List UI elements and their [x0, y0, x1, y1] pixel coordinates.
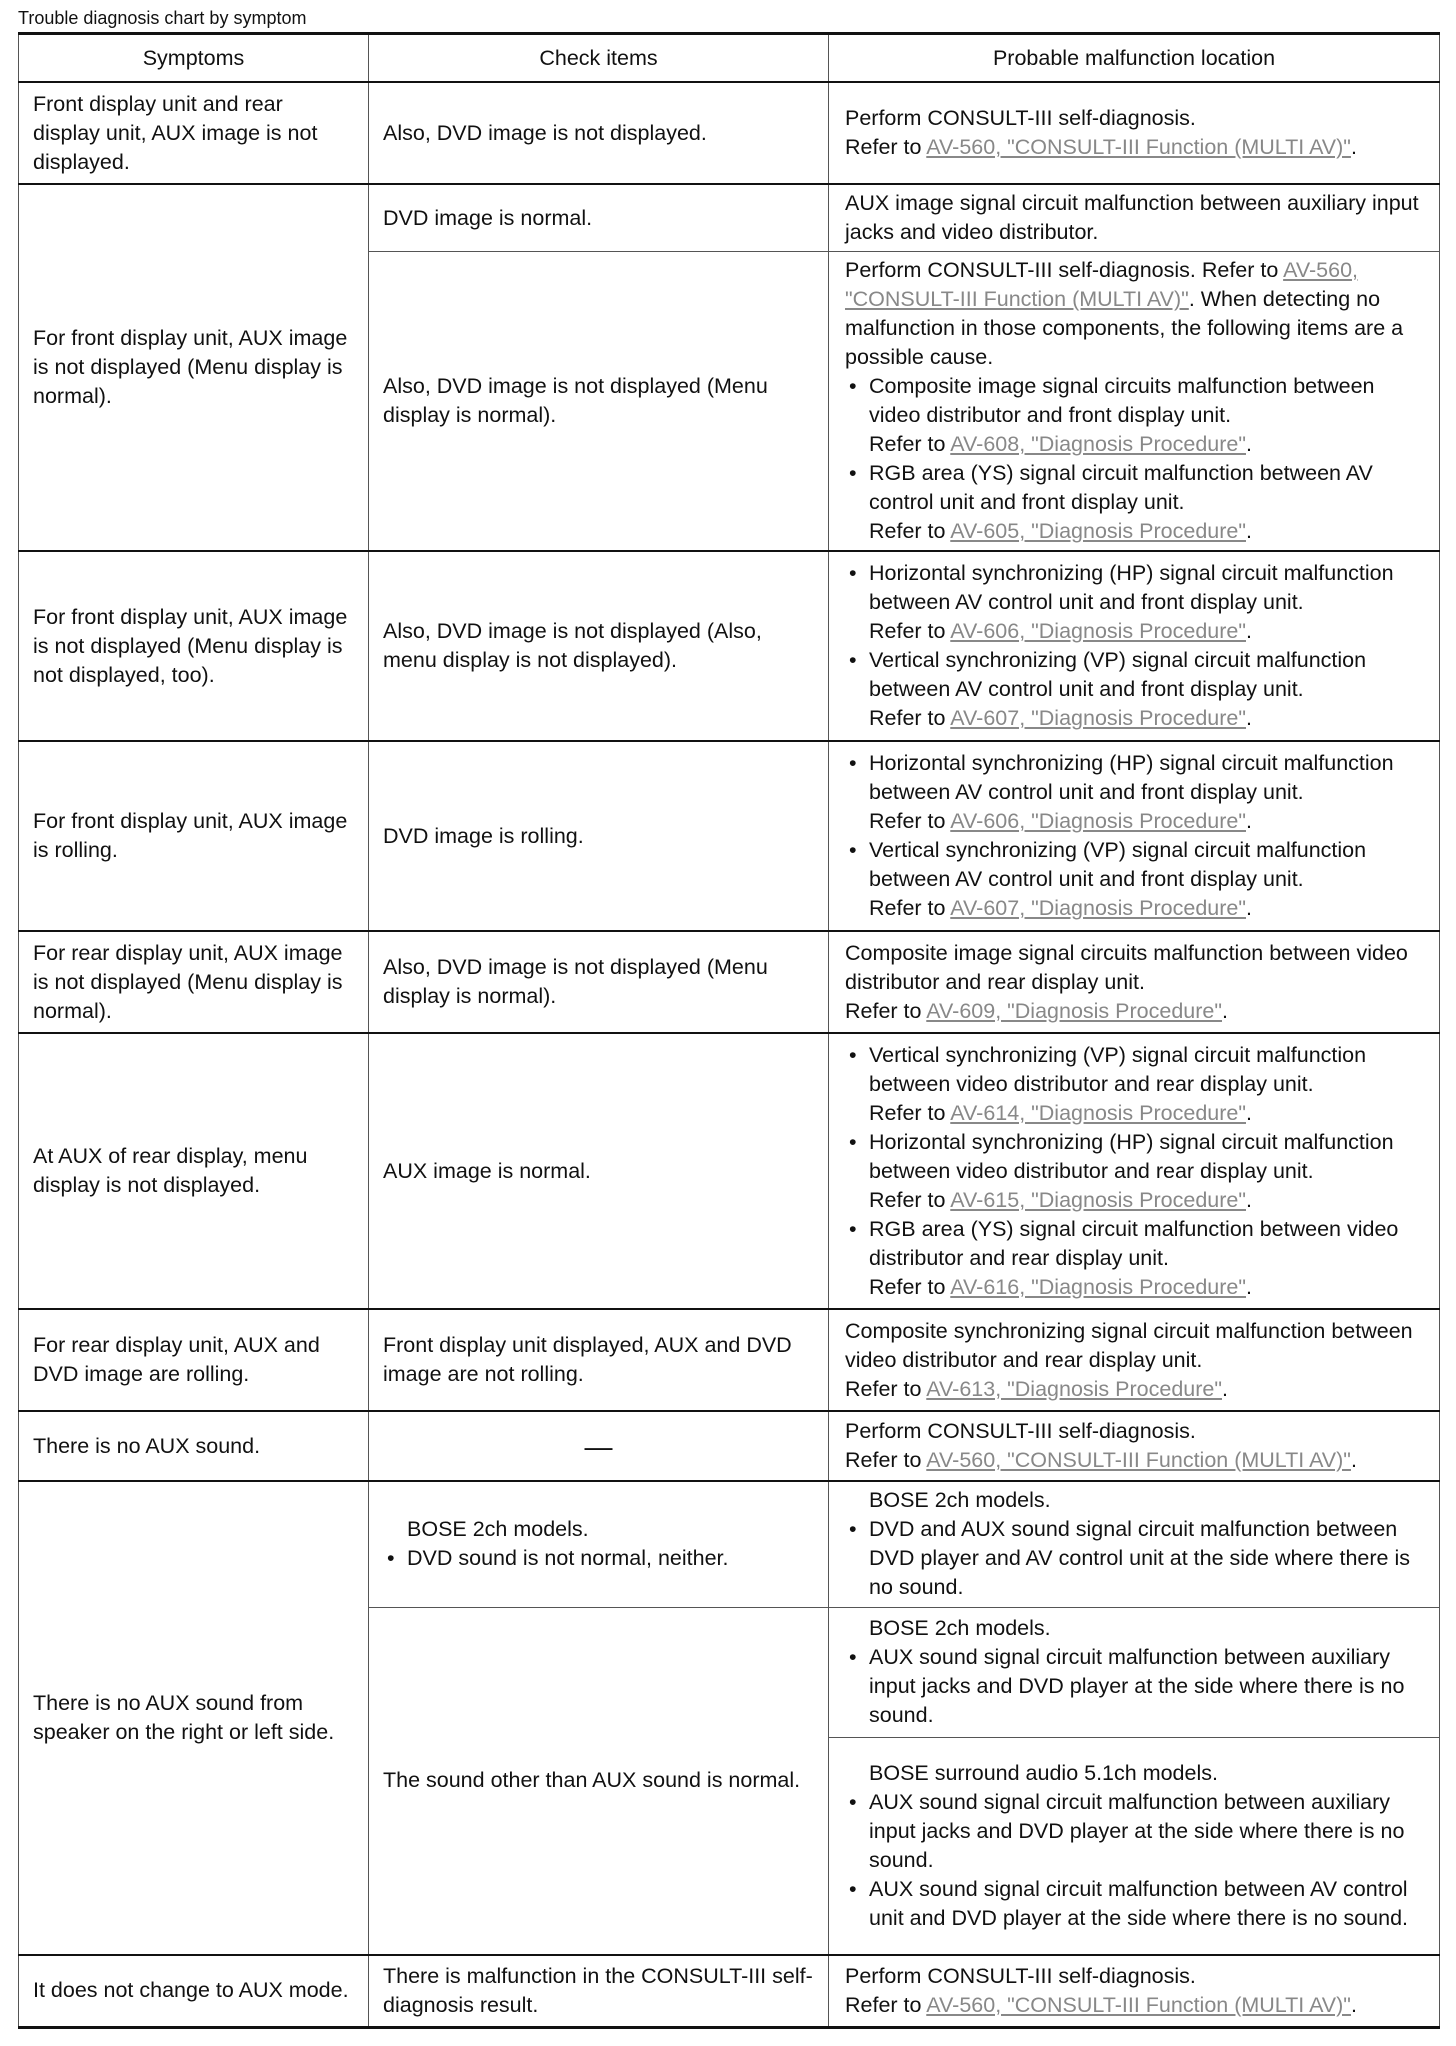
table-row: [19, 82, 1440, 184]
check-cell: AUX image is normal.: [369, 1033, 829, 1309]
table-row: [19, 1033, 1440, 1309]
reference-link[interactable]: AV-560, "CONSULT-III Function (MULTI AV)": [926, 1992, 1351, 2017]
check-cell: Also, DVD image is not displayed.: [369, 82, 829, 184]
list-item: • Vertical synchronizing (VP) signal circuit malfunction between AV control unit and front display unit. Refer to AV-607, "Diagnosis Procedure".: [845, 646, 1429, 733]
check-cell: Also, DVD image is not displayed (Menu display is normal).: [369, 931, 829, 1033]
location-cell: Perform CONSULT-III self-diagnosis. Refer to AV-560, "CONSULT-III Function (MULTI AV)".: [829, 1955, 1440, 2027]
list-item: • AUX sound signal circuit malfunction between auxiliary input jacks and DVD player at the side where there is no sound.: [845, 1788, 1429, 1875]
table-row: [19, 1481, 1440, 1607]
table-row: [19, 931, 1440, 1033]
reference-link[interactable]: AV-560, "CONSULT-III Function (MULTI AV)": [926, 135, 1351, 159]
list-item: • Composite image signal circuits malfunction between video distributor and front display unit. Refer to AV-608, "Diagnosis Procedure".: [845, 372, 1429, 459]
table-row: [19, 184, 1440, 252]
header-symptoms: Symptoms: [19, 34, 369, 83]
reference-link[interactable]: AV-607, "Diagnosis Procedure": [950, 706, 1246, 730]
location-cell: BOSE 2ch models. • DVD and AUX sound signal circuit malfunction between DVD player and AV control unit at the side where there is no sound.: [829, 1481, 1440, 1607]
location-cell: [829, 551, 1440, 741]
reference-link[interactable]: AV-613, "Diagnosis Procedure": [926, 1376, 1222, 1401]
reference-link[interactable]: AV-606, "Diagnosis Procedure": [950, 809, 1246, 833]
location-cell: [829, 741, 1440, 931]
list-item: • Horizontal synchronizing (HP) signal circuit malfunction between AV control unit and front display unit. Refer to AV-606, "Diagnosis Procedure".: [845, 749, 1429, 836]
table-header-row: [19, 34, 1440, 83]
list-item: • AUX sound signal circuit malfunction between auxiliary input jacks and DVD player at the side where there is no sound.: [845, 1643, 1429, 1730]
symptom-cell: At AUX of rear display, menu display is not displayed.: [19, 1033, 369, 1309]
symptom-cell: For front display unit, AUX image is not displayed (Menu display is not displayed, too).: [19, 551, 369, 741]
reference-link[interactable]: AV-616, "Diagnosis Procedure": [950, 1274, 1246, 1299]
location-cell: Perform CONSULT-III self-diagnosis. Refer to AV-560, "CONSULT-III Function (MULTI AV)". When detecting no malfunction in those components, the following items are a possible cause. • Composite image signal circuits malfunction between video distributor and front display unit. Refer to AV-608, "Diagnosis Procedure". • RGB area (YS) signal circuit malfunction between AV control unit and front display unit. Refer to AV-605, "Diagnosis Procedure".: [829, 252, 1440, 552]
list-item: • Horizontal synchronizing (HP) signal circuit malfunction between video distributor and rear display unit. Refer to AV-615, "Diagnosis Procedure".: [845, 1128, 1429, 1215]
symptom-cell: There is no AUX sound.: [19, 1411, 369, 1481]
location-cell: BOSE surround audio 5.1ch models. • AUX sound signal circuit malfunction between auxiliary input jacks and DVD player at the side where there is no sound. • AUX sound signal circuit malfunction between AV control unit and DVD player at the side where there is no sound.: [829, 1737, 1440, 1955]
list-item: • RGB area (YS) signal circuit malfunction between video distributor and rear display unit. Refer to AV-616, "Diagnosis Procedure".: [845, 1215, 1429, 1302]
reference-link[interactable]: AV-560, "CONSULT-III Function (MULTI AV)": [926, 1448, 1351, 1472]
reference-link[interactable]: AV-615, "Diagnosis Procedure": [950, 1187, 1246, 1212]
check-cell: There is malfunction in the CONSULT-III self-diagnosis result.: [369, 1955, 829, 2027]
table-row: [19, 551, 1440, 741]
list-item: • DVD sound is not normal, neither.: [383, 1544, 814, 1573]
check-cell: Also, DVD image is not displayed (Also, menu display is not displayed).: [369, 551, 829, 741]
symptom-cell: For rear display unit, AUX and DVD image are rolling.: [19, 1309, 369, 1411]
check-cell: BOSE 2ch models. • DVD sound is not normal, neither.: [369, 1481, 829, 1607]
check-cell: DVD image is normal.: [369, 184, 829, 252]
list-item: • RGB area (YS) signal circuit malfunction between AV control unit and front display unit. Refer to AV-605, "Diagnosis Procedure".: [845, 459, 1429, 546]
location-cell: Perform CONSULT-III self-diagnosis. Refer to AV-560, "CONSULT-III Function (MULTI AV)".: [829, 82, 1440, 184]
check-cell: Also, DVD image is not displayed (Menu display is normal).: [369, 252, 829, 552]
check-cell: —: [369, 1411, 829, 1481]
location-cell: Composite synchronizing signal circuit malfunction between video distributor and rear display unit. Refer to AV-613, "Diagnosis Procedure".: [829, 1309, 1440, 1411]
reference-link[interactable]: AV-606, "Diagnosis Procedure": [950, 619, 1246, 643]
table-caption: Trouble diagnosis chart by symptom: [18, 8, 307, 28]
symptom-cell: For front display unit, AUX image is rolling.: [19, 741, 369, 931]
symptom-cell: For front display unit, AUX image is not displayed (Menu display is normal).: [19, 184, 369, 551]
symptom-cell: It does not change to AUX mode.: [19, 1955, 369, 2027]
reference-link[interactable]: AV-609, "Diagnosis Procedure": [926, 998, 1222, 1023]
list-item: • DVD and AUX sound signal circuit malfunction between DVD player and AV control unit at the side where there is no sound.: [845, 1515, 1429, 1602]
table-row: [19, 741, 1440, 931]
location-cell: [829, 1033, 1440, 1309]
location-cell: AUX image signal circuit malfunction between auxiliary input jacks and video distributor.: [829, 184, 1440, 252]
reference-link[interactable]: AV-560, "CONSULT-III Function (MULTI AV)": [845, 258, 1359, 311]
header-check-items: Check items: [369, 34, 829, 83]
check-cell: DVD image is rolling.: [369, 741, 829, 931]
location-cell: Composite image signal circuits malfunction between video distributor and rear display unit. Refer to AV-609, "Diagnosis Procedure".: [829, 931, 1440, 1033]
reference-link[interactable]: AV-607, "Diagnosis Procedure": [950, 896, 1246, 920]
location-cell: BOSE 2ch models. • AUX sound signal circuit malfunction between auxiliary input jacks and DVD player at the side where there is no sound.: [829, 1607, 1440, 1737]
check-cell: The sound other than AUX sound is normal.: [369, 1607, 829, 1955]
list-item: • Vertical synchronizing (VP) signal circuit malfunction between video distributor and rear display unit. Refer to AV-614, "Diagnosis Procedure".: [845, 1041, 1429, 1128]
table-row: [19, 1309, 1440, 1411]
list-item: • AUX sound signal circuit malfunction between AV control unit and DVD player at the side where there is no sound.: [845, 1875, 1429, 1933]
diagnosis-table: [18, 32, 1440, 2029]
reference-link[interactable]: AV-608, "Diagnosis Procedure": [950, 432, 1246, 456]
symptom-cell: Front display unit and rear display unit, AUX image is not displayed.: [19, 82, 369, 184]
table-row: [19, 1411, 1440, 1481]
location-cell: Perform CONSULT-III self-diagnosis. Refer to AV-560, "CONSULT-III Function (MULTI AV)".: [829, 1411, 1440, 1481]
list-item: • Vertical synchronizing (VP) signal circuit malfunction between AV control unit and front display unit. Refer to AV-607, "Diagnosis Procedure".: [845, 836, 1429, 923]
table-row: [19, 1955, 1440, 2027]
header-malfunction-location: Probable malfunction location: [829, 34, 1440, 83]
list-item: • Horizontal synchronizing (HP) signal circuit malfunction between AV control unit and front display unit. Refer to AV-606, "Diagnosis Procedure".: [845, 559, 1429, 646]
check-cell: Front display unit displayed, AUX and DVD image are not rolling.: [369, 1309, 829, 1411]
symptom-cell: For rear display unit, AUX image is not displayed (Menu display is normal).: [19, 931, 369, 1033]
symptom-cell: There is no AUX sound from speaker on the right or left side.: [19, 1481, 369, 1955]
reference-link[interactable]: AV-614, "Diagnosis Procedure": [950, 1100, 1246, 1125]
reference-link[interactable]: AV-605, "Diagnosis Procedure": [950, 519, 1246, 543]
